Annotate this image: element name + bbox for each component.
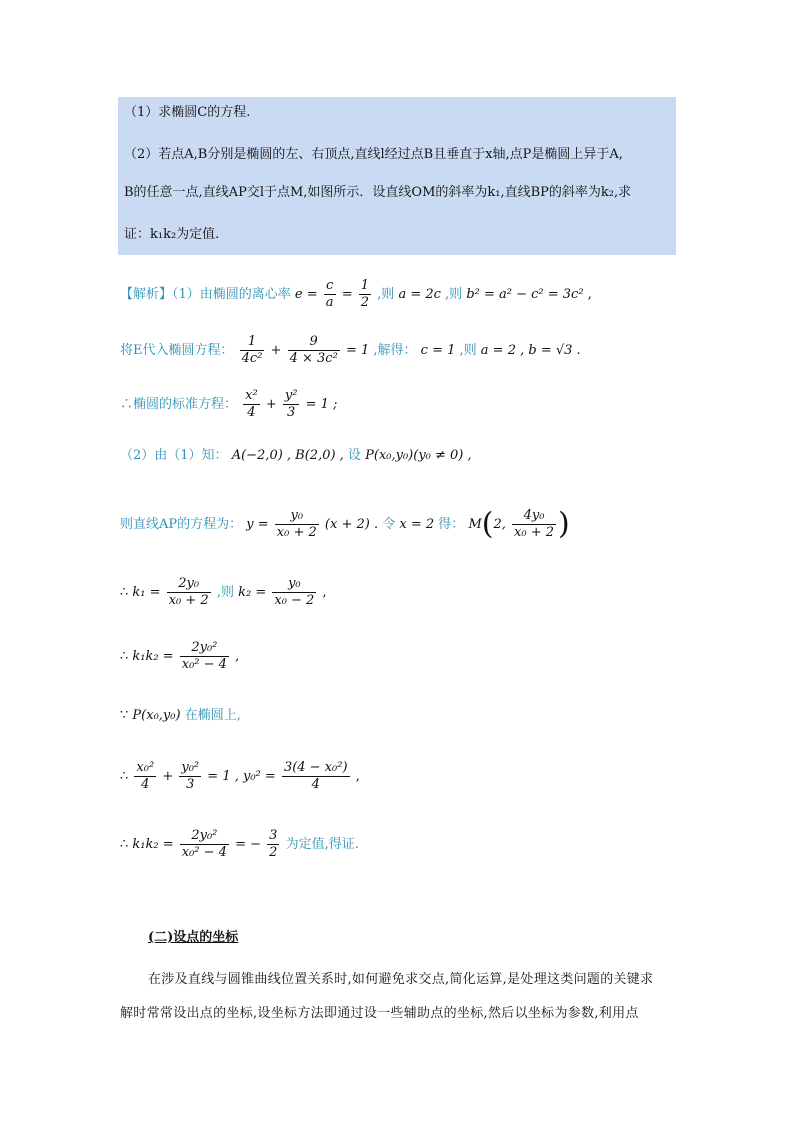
math: = [341,287,353,302]
math: M [468,517,482,532]
math: k₁ = [132,585,161,600]
fraction: $\frac{1}{\text{4c²}}$ [241,334,263,366]
solution-line-1 [120,278,592,311]
math: c = 1 [420,343,456,358]
math: 2, [493,517,506,532]
paren: ) [558,506,570,542]
fraction: $\frac{\text{x₀²}}{4}$ [136,760,155,792]
solution-line-6 [120,576,327,609]
math: e = [294,287,318,302]
solution-line-3 [120,388,337,421]
math: k₁k₂ = [132,649,174,664]
solution-line-10 [120,828,359,861]
fraction: $\frac{\text{y₀}}{\text{x₀ + 2}}$ [276,508,317,540]
fraction: $\frac{c}{a}$ [325,278,334,310]
math: = 1 , y₀² = [207,769,276,784]
text: , [235,649,240,664]
text: 设 [347,448,361,463]
math: + [270,343,282,358]
solution-label: 【解析】（1）由椭圆的离心率 [120,287,291,302]
section-paragraph-line-2: 解时常常设出点的坐标,设坐标方法即通过设一些辅助点的坐标,然后以坐标为参数,利用点 [120,1006,639,1021]
solution-line-8 [120,706,241,726]
text: 将E代入椭圆方程： [120,343,234,358]
math: x = 2 [399,517,435,532]
problem-part1: （1）求椭圆C的方程. [124,105,251,120]
fraction: $\frac{\text{3(4 − x₀²)}}{4}$ [283,760,348,792]
math: (x + 2) . [324,517,379,532]
text: ,解得： [373,343,417,358]
section-heading: (二)设点的坐标 [148,930,239,945]
text: 在椭圆上, [184,708,241,723]
paren: ( [481,506,494,542]
text: （2）由（1）知： [120,448,228,463]
math: b² = a² − c² = 3c² [466,287,584,302]
text: , [587,287,592,302]
math: y = [246,517,269,532]
fraction: $\frac{\text{2y₀²}}{\text{x₀² − 4}}$ [181,828,227,860]
problem-part2-line1: （2）若点A,B分别是椭圆的左、右顶点,直线l经过点B且垂直于x轴,点P是椭圆上异于A, [124,147,623,162]
text: ∴ [120,837,129,852]
text: ∴ [120,585,129,600]
solution-line-7 [120,640,239,673]
text: ,则 [377,287,395,302]
text: 得： [438,517,465,532]
text: 则直线AP的方程为： [120,517,243,532]
solution-line-2 [120,334,581,367]
fraction: $\frac{\text{y²}}{3}$ [284,388,298,420]
section-paragraph-line-1: 在涉及直线与圆锥曲线位置关系时,如何避免求交点,简化运算,是处理这类问题的关键求 [148,972,654,987]
text: ,则 [445,287,463,302]
problem-part2-line3: 证：k₁k₂为定值. [124,227,220,242]
text: ∴椭圆的标准方程： [120,397,238,412]
fraction: $\frac{\text{x²}}{4}$ [245,388,258,420]
solution-line-4 [120,446,472,466]
math: k₂ = [238,585,267,600]
math: P(x₀,y₀)(y₀ ≠ 0) , [365,448,472,463]
math: A(−2,0) , B(2,0) , [231,448,344,463]
text: ,则 [216,585,234,600]
text: , [355,769,360,784]
math: = − [235,837,262,852]
fraction: $\frac{9}{\text{4 × 3c²}}$ [289,334,338,366]
text: 为定值,得证. [285,837,359,852]
text: ∵ [120,708,129,723]
text: . [576,343,581,358]
fraction: $\frac{1}{2}$ [360,278,370,310]
fraction: $\frac{\text{2y₀²}}{\text{x₀² − 4}}$ [181,640,227,672]
math: = 1 ; [305,397,338,412]
fraction: $\frac{3}{2}$ [269,828,278,860]
fraction: $\frac{\text{y₀}}{\text{x₀ − 2}}$ [274,576,315,608]
text: 令 [382,517,396,532]
solution-line-9 [120,760,360,793]
math: k₁k₂ = [132,837,174,852]
fraction: $\frac{\text{y₀²}}{3}$ [181,760,200,792]
math: a = 2 , b = √3 [480,343,573,358]
fraction: $\frac{\text{4y₀}}{\text{x₀ + 2}}$ [514,508,555,540]
text: ∴ [120,769,129,784]
fraction: $\frac{\text{2y₀}}{\text{x₀ + 2}}$ [168,576,209,608]
text: ,则 [459,343,477,358]
math: + [265,397,277,412]
math: = 1 [345,343,370,358]
text: ∴ [120,649,129,664]
math: P(x₀,y₀) [132,708,181,723]
math: a = 2c [398,287,441,302]
solution-line-5 [120,508,570,541]
text: , [322,585,327,600]
problem-part2-line2: B的任意一点,直线AP交l于点M,如图所示．设直线OM的斜率为k₁,直线BP的斜率为k₂,求 [124,185,632,200]
math: + [162,769,174,784]
